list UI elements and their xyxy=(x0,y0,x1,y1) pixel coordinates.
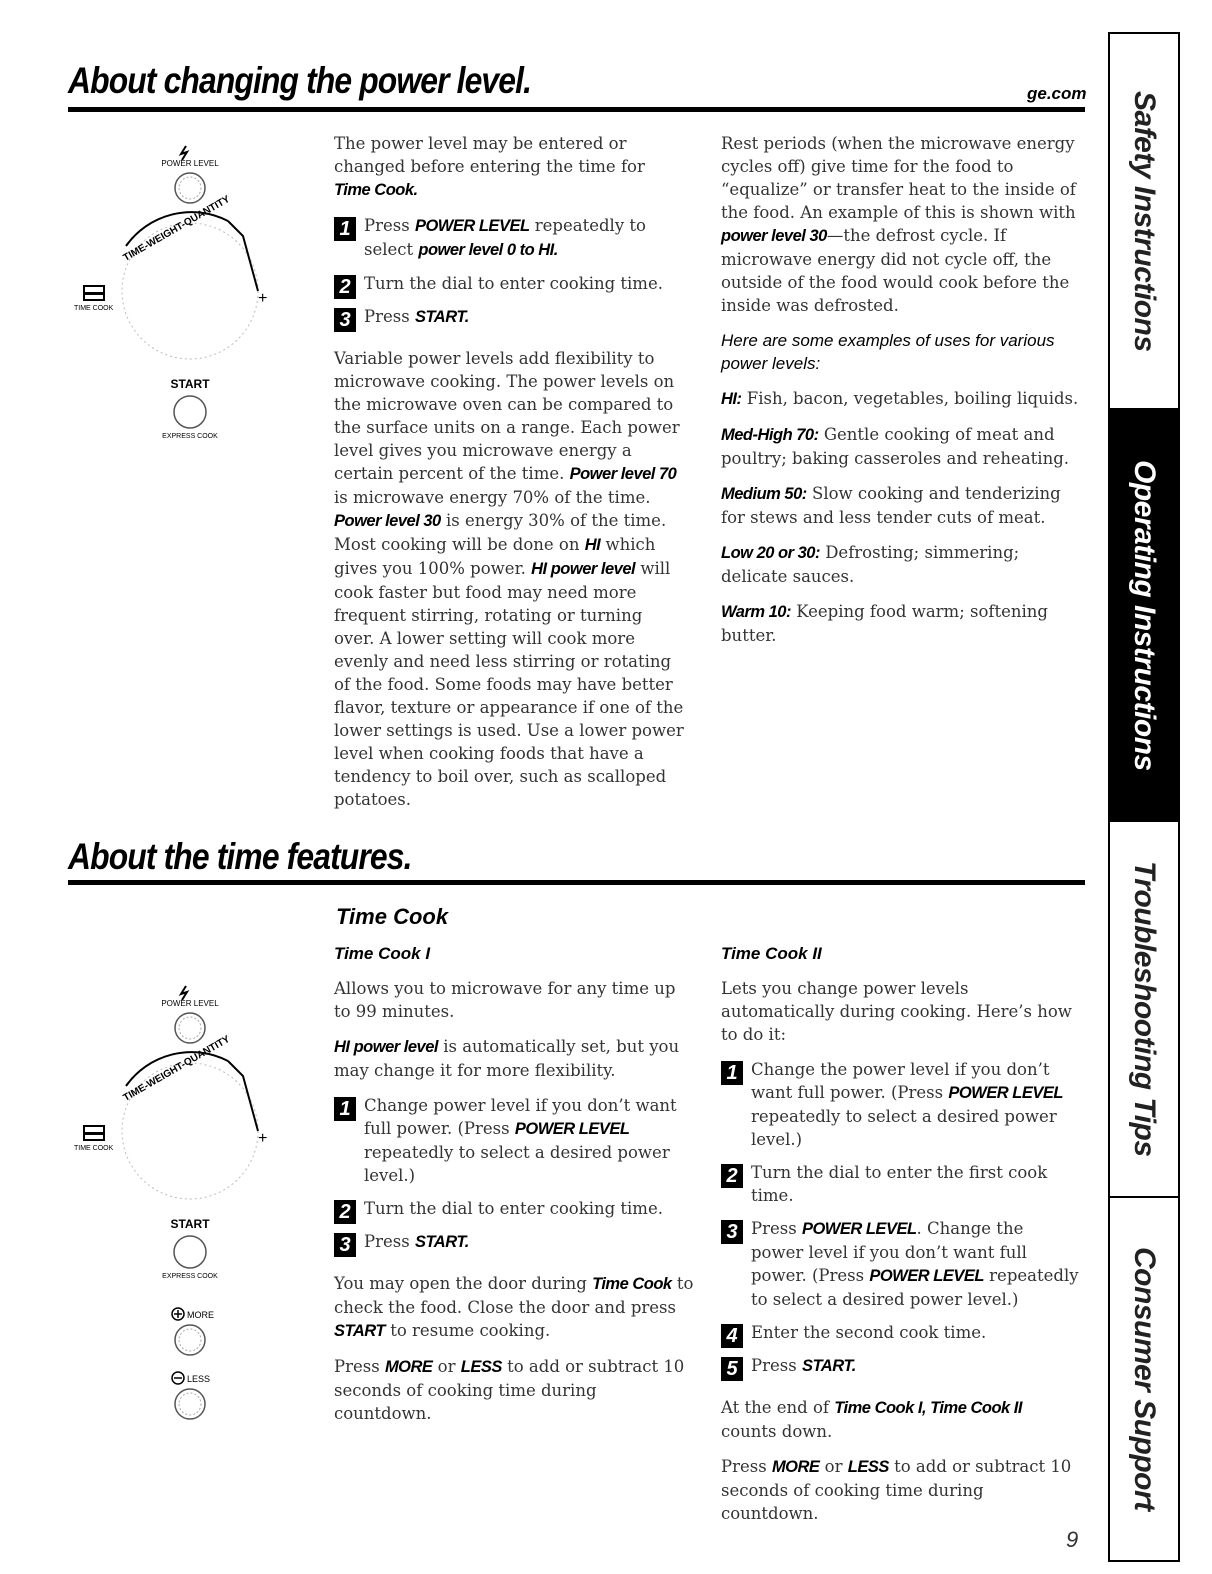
time-cook-1-intro: Allows you to microwave for any time up to 99 minutes. xyxy=(334,979,676,1021)
time-cook-2-heading: Time Cook II xyxy=(721,944,822,963)
example-item: Warm 10: Keeping food warm; softening butter. xyxy=(721,602,1048,645)
start-label: START xyxy=(170,377,210,391)
time-cook-1-column xyxy=(334,942,694,1437)
power-step-2: 2 Turn the dial to enter cooking time. xyxy=(334,272,686,295)
tab-safety-instructions[interactable]: Safety Instructions xyxy=(1128,90,1161,352)
tab-operating-instructions[interactable]: Operating Instructions xyxy=(1110,410,1178,820)
power-step-3: 3 Press START. xyxy=(334,305,686,329)
section-tabs xyxy=(1108,32,1180,1562)
step-number-badge: 3 xyxy=(721,1220,743,1244)
time-cook-2-step-2: 2 Turn the dial to enter the first cook time. xyxy=(721,1161,1079,1207)
time-cook-2-step-5: 5 Press START. xyxy=(721,1354,1079,1378)
express-cook-label: EXPRESS COOK xyxy=(162,1273,218,1280)
step-number-badge: 2 xyxy=(721,1164,743,1188)
time-cook-1-step-1: 1 Change power level if you don’t want full power. (Press POWER LEVEL repeatedly to select a desired power level.) xyxy=(334,1094,694,1187)
time-cook-1-heading: Time Cook I xyxy=(334,944,431,963)
power-level-column-right xyxy=(721,132,1079,659)
control-panel-illustration xyxy=(68,976,308,1436)
tab-troubleshooting-tips[interactable]: Troubleshooting Tips xyxy=(1128,861,1161,1157)
time-cook-1-hi-note: HI power level is automatically set, but you may change it for more flexibility. xyxy=(334,1037,680,1080)
time-cook-2-more-less-note: Press MORE or LESS to add or subtract 10 seconds of cooking time during countdown. xyxy=(721,1457,1072,1523)
power-level-label: POWER LEVEL xyxy=(161,999,219,1008)
variable-power-paragraph: Variable power levels add flexibility to microwave cooking. The power levels on the microwave oven can be compared to the surface units on a range. Each power level gives you microwave energy a certain percent of the time. Power level 70 is microwave energy 70% of the time. Power level 30 is energy 30% of the time. Most cooking will be done on HI which gives you 100% power. HI power level will cook faster but food may need more frequent stirring, rotating or turning over. A lower setting will cook more evenly and need less stirring or rotating of the food. Some foods may have better flavor, texture or appearance if one of the lower settings is used. Use a lower power level when cooking foods that have a tendency to boil over, such as scalloped potatoes. xyxy=(334,349,684,809)
time-cook-1-more-less-note: Press MORE or LESS to add or subtract 10 seconds of cooking time during countdown. xyxy=(334,1357,685,1423)
power-step-1: 1 Press POWER LEVEL repeatedly to select power level 0 to HI. xyxy=(334,214,686,262)
example-item: Med-High 70: Gentle cooking of meat and poultry; baking casseroles and reheating. xyxy=(721,425,1069,468)
more-label: MORE xyxy=(187,1310,214,1320)
time-cook-1-step-2: 2 Turn the dial to enter cooking time. xyxy=(334,1197,694,1220)
time-weight-quantity-label: TIME-WEIGHT-QUANTITY xyxy=(121,193,232,264)
step-number-badge: 2 xyxy=(334,275,356,299)
step-number-badge: 4 xyxy=(721,1324,743,1348)
power-icon xyxy=(181,146,187,160)
time-cook-2-intro: Lets you change power levels automatically during cooking. Here’s how to do it: xyxy=(721,979,1072,1044)
time-cook-label: TIME COOK xyxy=(74,305,114,312)
step-number-badge: 5 xyxy=(721,1357,743,1381)
power-level-label: POWER LEVEL xyxy=(161,159,219,168)
divider-rule xyxy=(68,107,1085,112)
step-number-badge: 1 xyxy=(334,217,356,241)
time-cook-2-step-4: 4 Enter the second cook time. xyxy=(721,1321,1079,1344)
plus-icon: + xyxy=(258,1130,268,1147)
time-cook-section-heading: Time Cook xyxy=(336,904,449,929)
step-number-badge: 3 xyxy=(334,308,356,332)
time-cook-2-step-3: 3 Press POWER LEVEL. Change the power level if you don’t want full power. (Press POWER LEVEL repeatedly to select a desired power level.) xyxy=(721,1217,1079,1311)
time-cook-1-step-3: 3 Press START. xyxy=(334,1230,694,1254)
examples-heading: Here are some examples of uses for various power levels: xyxy=(721,331,1055,373)
example-item: HI: Fish, bacon, vegetables, boiling liquids. xyxy=(721,389,1079,408)
tab-consumer-support[interactable]: Consumer Support xyxy=(1128,1247,1161,1511)
time-cook-1-door-note: You may open the door during Time Cook to check the food. Close the door and press START to resume cooking. xyxy=(334,1274,694,1340)
step-number-badge: 2 xyxy=(334,1200,356,1224)
step-number-badge: 3 xyxy=(334,1233,356,1257)
express-cook-label: EXPRESS COOK xyxy=(162,433,218,440)
time-cook-2-column xyxy=(721,942,1079,1537)
example-item: Low 20 or 30: Defrosting; simmering; delicate sauces. xyxy=(721,543,1020,586)
time-cook-2-end-note: At the end of Time Cook I, Time Cook II counts down. xyxy=(721,1398,1022,1441)
divider-rule xyxy=(68,880,1085,885)
rest-periods-paragraph: Rest periods (when the microwave energy cycles off) give time for the food to “equalize” or transfer heat to the inside of the food. An example of this is shown with power level 30—the defrost cycle. If microwave energy did not cycle off, the outside of the food would cook before the inside was defrosted. xyxy=(721,134,1076,315)
plus-icon: + xyxy=(258,290,268,307)
site-url[interactable]: ge.com xyxy=(1027,84,1087,103)
start-button xyxy=(174,396,206,428)
power-intro: The power level may be entered or changed before entering the time for Time Cook. xyxy=(334,134,645,199)
page-number: 9 xyxy=(1066,1527,1079,1552)
page-title-time-features: About the time features. xyxy=(68,836,412,877)
time-cook-label: TIME COOK xyxy=(74,1145,114,1152)
step-number-badge: 1 xyxy=(334,1097,356,1121)
page-title-power-level: About changing the power level. xyxy=(68,60,532,101)
start-button xyxy=(174,1236,206,1268)
power-icon xyxy=(181,986,187,1000)
start-label: START xyxy=(170,1217,210,1231)
less-label: LESS xyxy=(187,1374,211,1384)
control-panel-illustration xyxy=(68,136,308,446)
time-weight-quantity-label: TIME-WEIGHT-QUANTITY xyxy=(121,1033,232,1104)
power-level-column-left xyxy=(334,132,686,823)
time-cook-2-step-1: 1 Change the power level if you don’t want full power. (Press POWER LEVEL repeatedly to select a desired power level.) xyxy=(721,1058,1079,1151)
example-item: Medium 50: Slow cooking and tenderizing for stews and less tender cuts of meat. xyxy=(721,484,1061,527)
step-number-badge: 1 xyxy=(721,1061,743,1085)
